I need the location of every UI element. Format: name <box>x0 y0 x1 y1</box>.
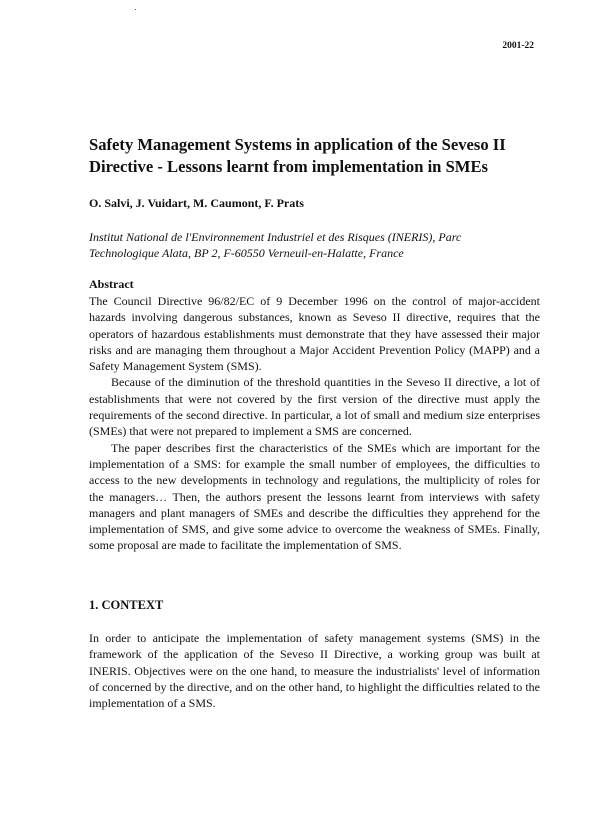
section-heading-context: 1. CONTEXT <box>89 598 164 612</box>
author-list: O. Salvi, J. Vuidart, M. Caumont, F. Prats <box>89 196 304 210</box>
abstract-body <box>89 293 540 554</box>
abstract-heading: Abstract <box>89 277 134 291</box>
author-affiliation: Institut National de l'Environnement Industriel et des Risques (INERIS), Parc Technologique Alata, BP 2, F-60550 Verneuil-en-Halatte, France <box>89 230 462 260</box>
paper-title: Safety Management Systems in application of the Seveso II Directive - Lessons learnt from implementation in SMEs <box>89 135 506 176</box>
abstract-paragraph: The paper describes first the characteristics of the SMEs which are important for the implementation of a SMS: for example the small number of employees, the difficulties to access to the new developments in technology and regulations, the multiplicity of roles for the managers… Then, the authors present the lessons learnt from interviews with safety managers and plant managers of SMEs and describe the difficulties they apprehend for the implementation of SMS, and give some advice to overcome the weakness of SMEs. Finally, some proposal are made to facilitate the implementation of SMS. <box>89 440 540 553</box>
context-paragraph: In order to anticipate the implementation of safety management systems (SMS) in the framework of the application of the Seveso II Directive, a working group was built at INERIS. Objectives were on the one hand, to measure the industrialists' level of information of concerned by the directive, and on the other hand, to highlight the difficulties related to the implementation of a SMS. <box>89 631 540 711</box>
abstract-paragraph: Because of the diminution of the threshold quantities in the Seveso II directive, a lot of establishments that were not covered by the first version of the directive must apply the requirements of the second directive. In particular, a lot of small and medium size enterprises (SMEs) that were not prepared to implement a SMS are concerned. <box>89 375 540 439</box>
scan-speck <box>135 9 136 10</box>
abstract-paragraph: The Council Directive 96/82/EC of 9 December 1996 on the control of major-accident hazards involving dangerous substances, known as Seveso II directive, requires that the operators of hazardous establishments must demonstrate that they have assessed their major risks and are managing them throughout a Major Accident Prevention Policy (MAPP) and a Safety Management System (SMS). <box>89 294 540 374</box>
context-body <box>89 630 540 711</box>
page-identifier: 2001-22 <box>502 41 534 51</box>
